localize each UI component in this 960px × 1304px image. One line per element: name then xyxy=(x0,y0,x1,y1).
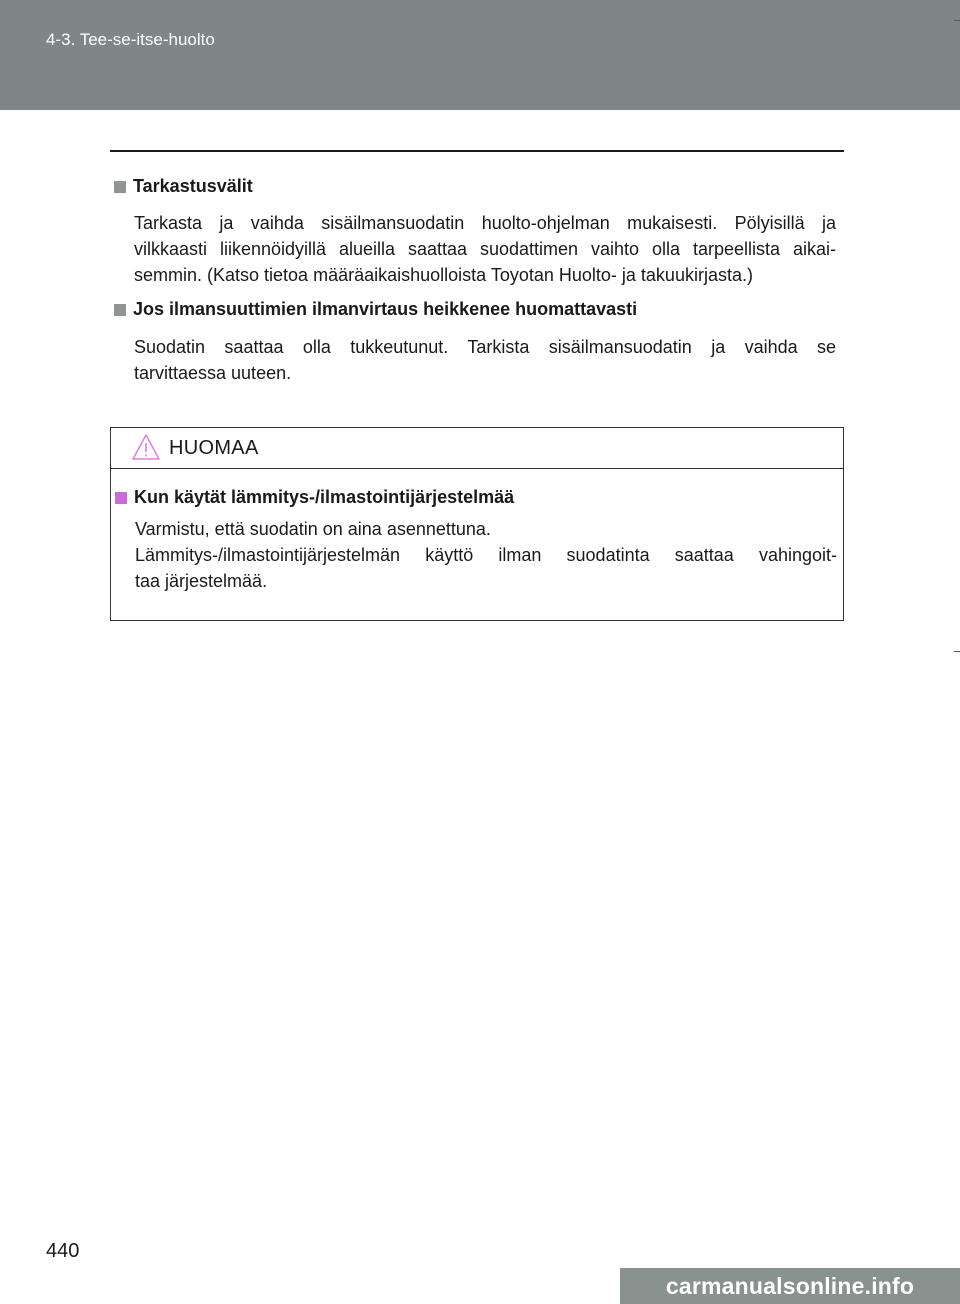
notice-heading xyxy=(115,487,514,508)
header-band xyxy=(0,0,960,110)
top-rule xyxy=(110,150,844,152)
heading-text: Tarkastusvälit xyxy=(133,176,253,196)
square-bullet-icon xyxy=(114,181,126,193)
paragraph-line: tarvittaessa uuteen. xyxy=(134,363,292,383)
heading-text: Jos ilmansuuttimien ilmanvirtaus heikkenee huomattavasti xyxy=(133,299,638,319)
warning-triangle-icon xyxy=(131,433,161,461)
notice-heading-text: Kun käytät lämmitys-/ilmastointijärjestelmää xyxy=(134,487,515,507)
crop-mark xyxy=(954,20,960,21)
watermark: carmanualsonline.info xyxy=(620,1268,960,1304)
paragraph-line: Tarkasta ja vaihda sisäilmansuodatin huolto-ohjelman mukaisesti. Pölyisillä ja xyxy=(134,213,836,233)
section-heading-airflow xyxy=(114,299,637,320)
paragraph-line: Suodatin saattaa olla tukkeutunut. Tarkista sisäilmansuodatin ja vaihda se xyxy=(134,337,836,357)
square-bullet-icon xyxy=(114,304,126,316)
square-bullet-icon xyxy=(115,492,127,504)
notice-header xyxy=(111,428,843,469)
section-heading-inspection-intervals xyxy=(114,176,253,197)
paragraph-line: semmin. (Katso tietoa määräaikaishuolloista Toyotan Huolto- ja takuukirjasta.) xyxy=(134,265,753,285)
paragraph-line: vilkkaasti liikennöidyillä alueilla saattaa suodattimen vaihto olla tarpeellista aikai- xyxy=(134,239,836,259)
section-title: 4-3. Tee-se-itse-huolto xyxy=(46,30,215,49)
page-number: 440 xyxy=(46,1240,80,1262)
notice-line: taa järjestelmää. xyxy=(135,571,268,591)
notice-line: Varmistu, että suodatin on aina asennettuna. xyxy=(135,519,491,539)
notice-box xyxy=(110,427,844,621)
crop-mark xyxy=(954,651,960,652)
notice-line: Lämmitys-/ilmastointijärjestelmän käyttö ilman suodatinta saattaa vahingoit- xyxy=(135,545,837,565)
notice-title: HUOMAA xyxy=(169,437,259,459)
